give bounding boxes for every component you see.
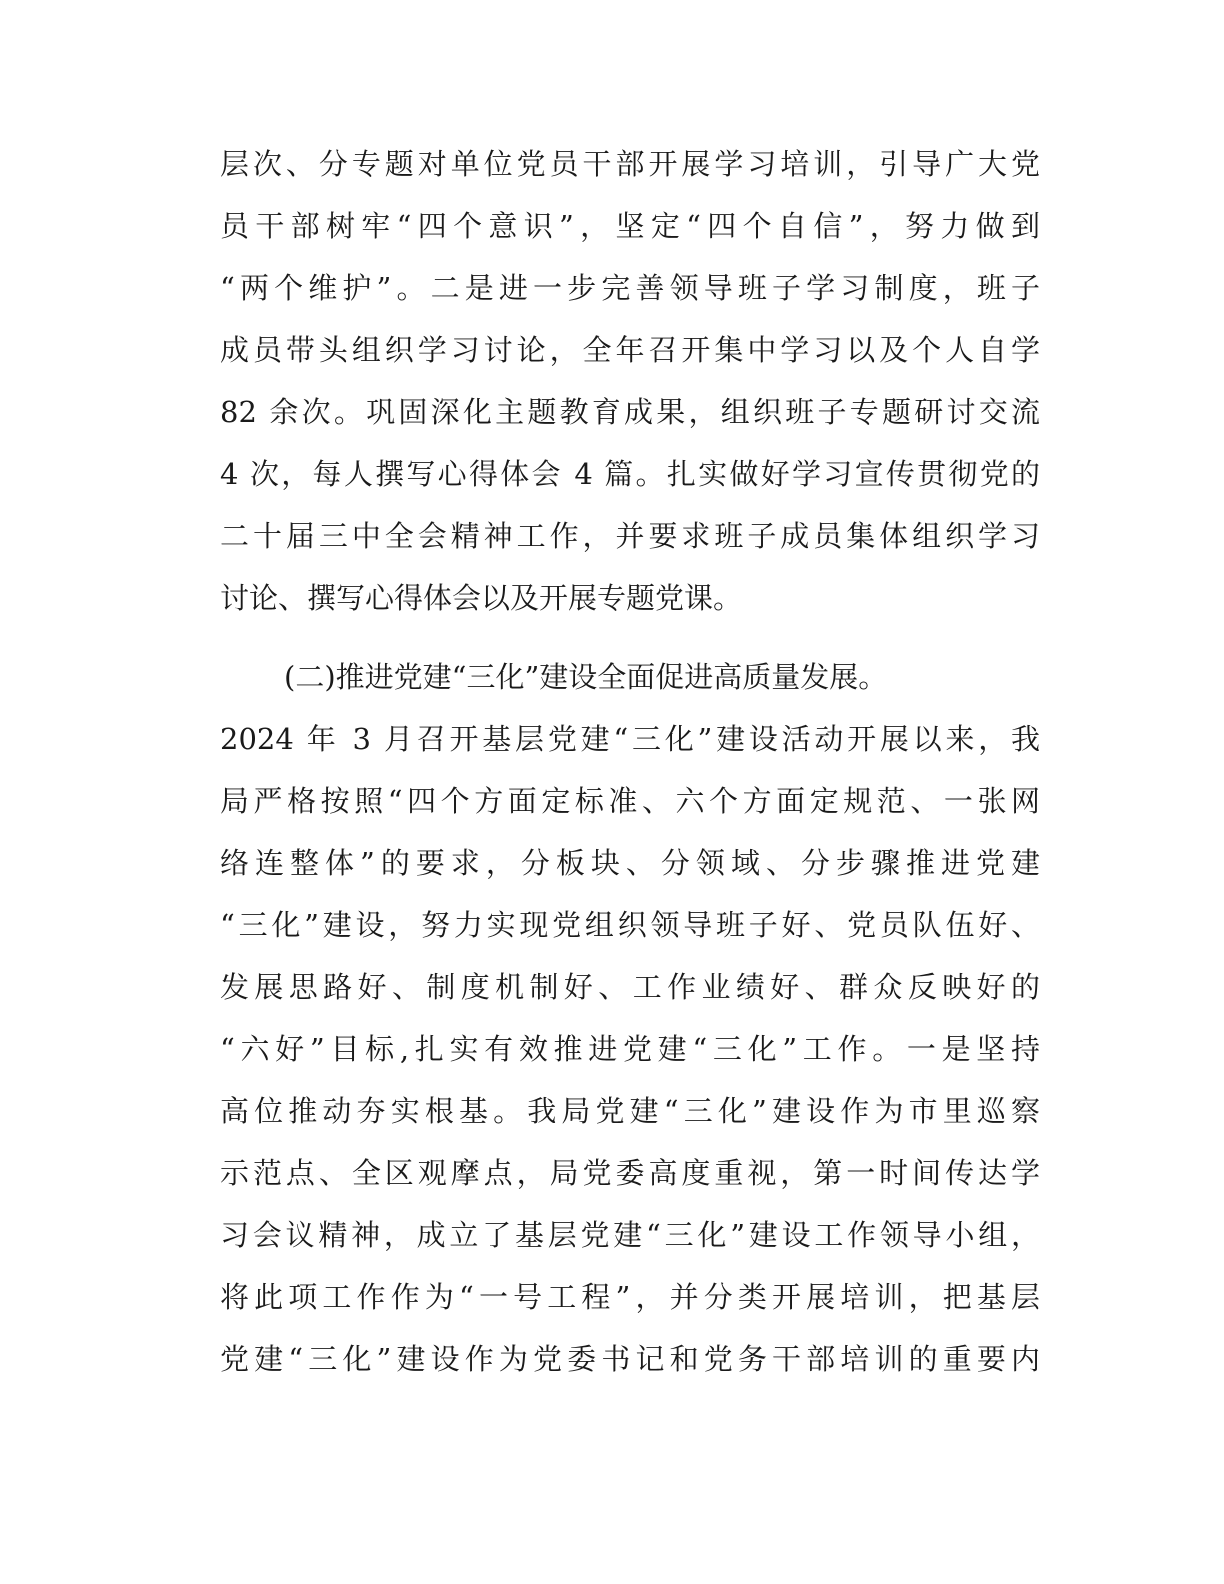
paragraph-2-line-5: 发展思路好、制度机制好、工作业绩好、群众反映好的 <box>220 970 1040 1004</box>
section-heading: (二)推进党建“三化”建设全面促进高质量发展。 <box>284 660 888 694</box>
paragraph-1-line-5: 82 余次。巩固深化主题教育成果，组织班子专题研讨交流 <box>220 395 1040 429</box>
paragraph-1-line-4: 成员带头组织学习讨论，全年召开集中学习以及个人自学 <box>220 333 1040 367</box>
paragraph-2-line-2: 局严格按照“四个方面定标准、六个方面定规范、一张网 <box>220 784 1040 818</box>
paragraph-1-line-6: 4 次，每人撰写心得体会 4 篇。扎实做好学习宣传贯彻党的 <box>220 457 1040 491</box>
paragraph-2-line-6: “六好”目标,扎实有效推进党建“三化”工作。一是坚持 <box>220 1032 1040 1066</box>
paragraph-2-line-8: 示范点、全区观摩点，局党委高度重视，第一时间传达学 <box>220 1156 1040 1190</box>
paragraph-2-line-9: 习会议精神，成立了基层党建“三化”建设工作领导小组， <box>220 1218 1040 1252</box>
paragraph-2-line-3: 络连整体”的要求，分板块、分领域、分步骤推进党建 <box>220 846 1040 880</box>
paragraph-1-line-8: 讨论、撰写心得体会以及开展专题党课。 <box>220 581 743 615</box>
paragraph-2-line-7: 高位推动夯实根基。我局党建“三化”建设作为市里巡察 <box>220 1094 1040 1128</box>
paragraph-2-line-4: “三化”建设，努力实现党组织领导班子好、党员队伍好、 <box>220 908 1040 942</box>
paragraph-1-line-3: “两个维护”。二是进一步完善领导班子学习制度，班子 <box>220 271 1040 305</box>
paragraph-2-line-1: 2024 年 3 月召开基层党建“三化”建设活动开展以来，我 <box>220 722 1040 756</box>
paragraph-2-line-11: 党建“三化”建设作为党委书记和党务干部培训的重要内 <box>220 1342 1040 1376</box>
paragraph-1-line-7: 二十届三中全会精神工作，并要求班子成员集体组织学习 <box>220 519 1040 553</box>
paragraph-1-line-2: 员干部树牢“四个意识”，坚定“四个自信”，努力做到 <box>220 209 1040 243</box>
paragraph-2-line-10: 将此项工作作为“一号工程”，并分类开展培训，把基层 <box>220 1280 1040 1314</box>
paragraph-1-line-1: 层次、分专题对单位党员干部开展学习培训，引导广大党 <box>220 147 1040 181</box>
